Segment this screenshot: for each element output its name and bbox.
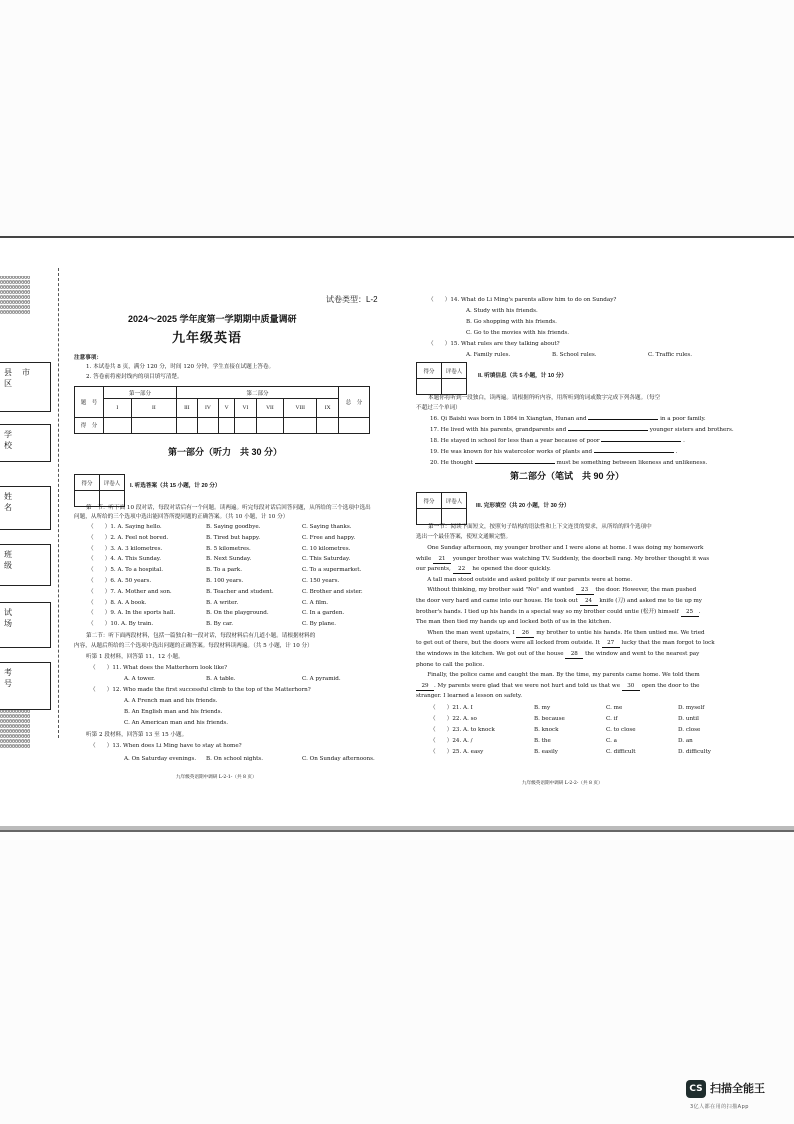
question-12: （ ）12. Who made the first successful climb to the top of the Matterhorn? — [90, 687, 311, 693]
sheet-edge — [0, 826, 794, 830]
cloze-blank[interactable]: 23 — [576, 586, 594, 595]
material1-heading: 听第 1 段材料，回答第 11、12 小题。 — [86, 654, 184, 660]
passage-line: 29 . My parents were glad that we were not hurt and told us that we 30 open the door to the — [416, 682, 699, 691]
field-label-district: 县市区 — [4, 368, 40, 388]
cloze-blank[interactable]: 27 — [602, 639, 620, 648]
answer-blank[interactable] — [568, 430, 648, 431]
option: D. difficulty — [678, 749, 711, 755]
option: C. This Saturday. — [302, 556, 351, 563]
option: C. if — [606, 716, 618, 722]
section1-instruction: 第一节：听下面 10 段对话，每段对话后有一个问题。读两遍。听完每段对话后回答问题，从所给的三个选项中选出 — [86, 505, 371, 511]
numeral-cell: VII — [256, 399, 283, 417]
cloze-instruction: 选出一个最佳答案，使短文通顺完整。 — [416, 534, 512, 540]
fill-question: 17. He lived with his parents, grandparents and younger sisters and brothers. — [430, 427, 734, 433]
cloze-blank[interactable]: 22 — [453, 565, 471, 574]
option: C. An American man and his friends. — [124, 720, 229, 726]
field-label-class: 班 级 — [4, 550, 22, 570]
cloze-blank[interactable]: 30 — [622, 682, 640, 691]
question-item: （ ）6. A. 50 years. — [88, 578, 152, 584]
option: D. an — [678, 738, 693, 744]
passage-line: our parents, 22 he opened the door quickly. — [416, 566, 551, 573]
numeral-cell: I — [104, 399, 132, 417]
grader-box — [416, 362, 467, 395]
grader-name-label: 评卷人 — [442, 363, 467, 379]
question-item: （ ）5. A. To a hospital. — [88, 567, 164, 574]
numeral-cell: V — [219, 399, 235, 417]
notes-heading: 注意事项： — [74, 355, 102, 361]
note-item: 1. 本试卷共 8 页，满分 120 分，时间 120 分钟，学生直接在试题上答卷。 — [86, 364, 275, 370]
question-item: （ ）2. A. Feel not bored. — [88, 534, 169, 541]
cloze-blank[interactable]: 25 — [681, 608, 699, 617]
numeral-cell: II — [131, 399, 176, 417]
section2-fill-instruction: 本题你将听到一段独白，读两遍。请根据所听内容，用所听到的词或数字完成下列各题。（每空 — [428, 395, 661, 401]
option: C. 10 kilometres. — [302, 545, 351, 552]
dot-pattern-bottom: 0000000000 0000000000 0000000000 0000000000 0000000000 0000000000 0000000000 0000000000 — [0, 710, 31, 750]
field-box-exam-room — [0, 602, 51, 648]
seal-cut-line — [58, 268, 59, 738]
option: B. On the playground. — [206, 610, 269, 617]
option: C. A film. — [302, 599, 329, 606]
option: D. myself — [678, 705, 705, 711]
answer-blank[interactable] — [601, 441, 681, 442]
grader-score-label: 得分 — [75, 475, 100, 491]
exam-title: 2024～2025 学年度第一学期期中质量调研 — [128, 314, 297, 324]
option: C. me — [606, 705, 623, 711]
option: C. a — [606, 738, 617, 744]
option: A. A tower. — [124, 676, 155, 682]
score-table-header: 题 号 — [75, 387, 104, 418]
option: C. Brother and sister. — [302, 588, 363, 595]
camscanner-tagline: 3亿人都在用的扫描App — [690, 1104, 749, 1110]
option: B. To a park. — [206, 567, 242, 574]
grader-score-label: 得分 — [417, 363, 442, 379]
option: B. the — [534, 738, 551, 744]
grader-name-label: 评卷人 — [100, 475, 125, 491]
field-box-school — [0, 424, 51, 462]
passage-line: to get out of there, but the doors were all locked from outside. It 27 lucky that the man forgot to lock — [416, 640, 715, 647]
option: A. A French man and his friends. — [124, 698, 218, 704]
option: B. knock — [534, 727, 559, 733]
option: C. Traffic rules. — [648, 352, 693, 358]
scan-background-top — [0, 0, 794, 232]
field-label-name: 姓 名 — [4, 492, 22, 512]
field-box-class — [0, 544, 51, 586]
answer-blank[interactable] — [594, 452, 674, 453]
section2-instruction: 第二节：听下面两段材料，包括一篇独白和一段对话，每段材料后有几道小题。请根据材料的 — [86, 633, 316, 639]
passage-line: stranger. I learned a lesson on safety. — [416, 693, 523, 700]
choice-item: （ ）23. A. to knock — [430, 727, 495, 733]
option: C. difficult — [606, 749, 636, 755]
section2-fill-instruction: 不超过三个单词） — [416, 405, 461, 411]
option: C. Go to the movies with his friends. — [466, 330, 570, 336]
question-item: （ ）7. A. Mother and son. — [88, 588, 172, 595]
option: B. A writer. — [206, 599, 239, 606]
option: B. School rules. — [552, 352, 597, 358]
answer-blank[interactable] — [588, 419, 658, 420]
question-item: （ ）9. A. In the sports hall. — [88, 610, 176, 617]
footer-right: 九年级英语期中调研 L-2-2-（共 8 页） — [522, 781, 603, 786]
question-item: （ ）3. A. 3 kilometres. — [88, 545, 163, 552]
option: B. Saying goodbye. — [206, 524, 261, 530]
option: B. 5 kilometres. — [206, 545, 251, 552]
passage-line: phone to call the police. — [416, 661, 485, 668]
numeral-cell: VI — [235, 399, 257, 417]
grader-name-label: 评卷人 — [442, 493, 467, 509]
option: B. my — [534, 705, 551, 711]
option: A. Family rules. — [466, 352, 511, 358]
question-item: （ ）8. A. A book. — [88, 599, 147, 606]
fill-question: 16. Qi Baishi was born in 1864 in Xiangtan, Hunan and in a poor family. — [430, 416, 706, 422]
subject-title: 九年级英语 — [172, 330, 243, 345]
cloze-blank[interactable]: 29 — [416, 682, 434, 691]
section2-title: II. 听填信息（共 5 小题，计 10 分） — [478, 373, 567, 379]
option: C. In a garden. — [302, 610, 345, 617]
option: B. Next Sunday. — [206, 556, 252, 563]
numeral-cell: IX — [317, 399, 339, 417]
question-13: （ ）13. When does Li Ming have to stay at home? — [90, 743, 242, 749]
numeral-cell: VIII — [284, 399, 317, 417]
option: B. Teacher and student. — [206, 588, 274, 595]
total-header: 总 分 — [339, 387, 370, 418]
option: B. because — [534, 716, 565, 722]
numeral-cell: III — [177, 399, 198, 417]
fill-question: 20. He thought must be something between likeness and unlikeness. — [430, 460, 708, 466]
passage-line: brother's hands. I tied up his hands in a special way so my brother could untie (松开) himself 25 . — [416, 608, 701, 615]
option: B. Go shopping with his friends. — [466, 319, 557, 325]
section1-title: I. 听选答案（共 15 小题，计 20 分） — [130, 483, 221, 489]
section3-title: III. 完形填空（共 20 小题，计 30 分） — [476, 503, 570, 509]
passage-line: Finally, the police came and caught the man. By the time, my parents came home. We told them — [416, 672, 700, 679]
option: B. Tired but happy. — [206, 534, 261, 541]
part2-title: 第二部分（笔试 共 90 分） — [510, 471, 625, 481]
option: C. By plane. — [302, 621, 337, 628]
passage-line: The man then tied my hands up and locked both of us in the kitchen. — [416, 619, 612, 626]
option: C. A pyramid. — [302, 676, 341, 682]
option: A. On Saturday evenings. — [124, 756, 197, 762]
option: B. An English man and his friends. — [124, 709, 223, 715]
option: B. easily — [534, 749, 558, 755]
choice-item: （ ）21. A. I — [430, 705, 473, 711]
fill-question: 18. He stayed in school for less than a year because of poor . — [430, 438, 685, 444]
option: B. A table. — [206, 676, 236, 682]
grader-score-label: 得分 — [417, 493, 442, 509]
dot-pattern-top: 0000000000 0000000000 0000000000 0000000000 0000000000 0000000000 0000000000 0000000000 — [0, 276, 31, 316]
part2-header: 第二部分 — [177, 387, 339, 399]
note-item: 2. 答卷前将密封线内的项目填写清楚。 — [86, 374, 183, 380]
question-15: （ ）15. What rules are they talking about? — [428, 341, 560, 347]
option: D. until — [678, 716, 699, 722]
passage-line: When the man went upstairs, I 26 my brother to untie his hands. He then untied me. We tried — [416, 629, 705, 636]
field-box-exam-number — [0, 662, 51, 710]
cloze-blank[interactable]: 21 — [433, 555, 451, 564]
fill-question: 19. He was known for his watercolor works of plants and . — [430, 449, 678, 455]
score-row-label: 得 分 — [75, 417, 104, 433]
option: C. On Sunday afternoons. — [302, 756, 375, 762]
passage-line: Without thinking, my brother said "No" and wanted 23 the door. However, the man pushed — [416, 587, 697, 594]
passage-line: One Sunday afternoon, my younger brother and I were alone at home. I was doing my homework — [416, 545, 704, 551]
field-label-exam-room: 试 场 — [4, 608, 22, 628]
field-box-district — [0, 362, 51, 412]
cloze-blank[interactable]: 24 — [580, 597, 598, 606]
cloze-blank[interactable]: 26 — [516, 629, 534, 638]
choice-item: （ ）25. A. easy — [430, 749, 484, 755]
section1-instruction: 问题，从所给的三个选项中选出能回答所提问题的正确答案。（共 10 小题，计 10 分） — [74, 514, 289, 520]
option: C. to close — [606, 727, 636, 733]
option: B. On school nights. — [206, 756, 264, 762]
grader-box — [74, 474, 125, 507]
passage-line: A tall man stood outside and asked politely if our parents were at home. — [416, 576, 633, 583]
part1-title: 第一部分（听力 共 30 分） — [168, 447, 283, 457]
option: A. Study with his friends. — [466, 308, 538, 314]
option: C. To a supermarket. — [302, 567, 362, 574]
answer-blank[interactable] — [475, 463, 555, 464]
field-label-exam-number: 考 号 — [4, 668, 22, 688]
option: C. 150 years. — [302, 578, 340, 584]
material2-heading: 听第 2 段材料，回答第 13 至 15 小题。 — [86, 732, 188, 738]
question-14: （ ）14. What do Li Ming's parents allow him to do on Sunday? — [428, 297, 617, 303]
camscanner-name: 扫描全能王 — [710, 1082, 765, 1095]
option: D. close — [678, 727, 701, 733]
field-box-name — [0, 486, 51, 530]
question-11: （ ）11. What does the Matterhorn look like? — [90, 665, 228, 671]
section2-instruction: 内容，从题后所给的三个选项中选出问题的正确答案。每段材料读两遍。（共 5 小题，计 10 分） — [74, 643, 313, 649]
choice-item: （ ）24. A. / — [430, 738, 473, 744]
exam-sheet — [0, 236, 794, 832]
passage-line: the door very hard and came into our house. He took out 24 knife (刀) and asked me to tie up my — [416, 598, 702, 604]
option: C. Free and happy. — [302, 534, 356, 541]
cloze-blank[interactable]: 28 — [565, 650, 583, 659]
question-item: （ ）4. A. This Sunday. — [88, 556, 162, 563]
question-item: （ ）10. A. By train. — [88, 621, 154, 628]
scan-background-bottom — [0, 830, 794, 1124]
choice-item: （ ）22. A. so — [430, 716, 477, 722]
cloze-instruction: 第一节：阅读下面短文，按照句子结构的语法性和上下文连贯的要求，从所给的四个选项中 — [428, 524, 652, 530]
option: B. By car. — [206, 621, 234, 628]
question-item: （ ）1. A. Saying hello. — [88, 524, 162, 530]
passage-line: the windows in the kitchen. We got out of the house 28 the window and went to the nearest pay — [416, 651, 700, 657]
grader-box — [416, 492, 467, 525]
option: B. 100 years. — [206, 578, 244, 584]
numeral-cell: IV — [197, 399, 219, 417]
passage-line: while 21 younger brother was watching TV. Suddenly, the doorbell rang. My brother thought it was — [416, 555, 710, 562]
score-table — [74, 386, 370, 434]
option: C. Saying thanks. — [302, 524, 352, 530]
field-label-school: 学 校 — [4, 430, 22, 450]
footer-left: 九年级英语期中调研 L-2-1-（共 8 页） — [176, 775, 257, 780]
camscanner-logo: CS — [686, 1080, 706, 1098]
paper-type: 试卷类型：L-2 — [326, 295, 378, 304]
part1-header: 第一部分 — [104, 387, 177, 399]
